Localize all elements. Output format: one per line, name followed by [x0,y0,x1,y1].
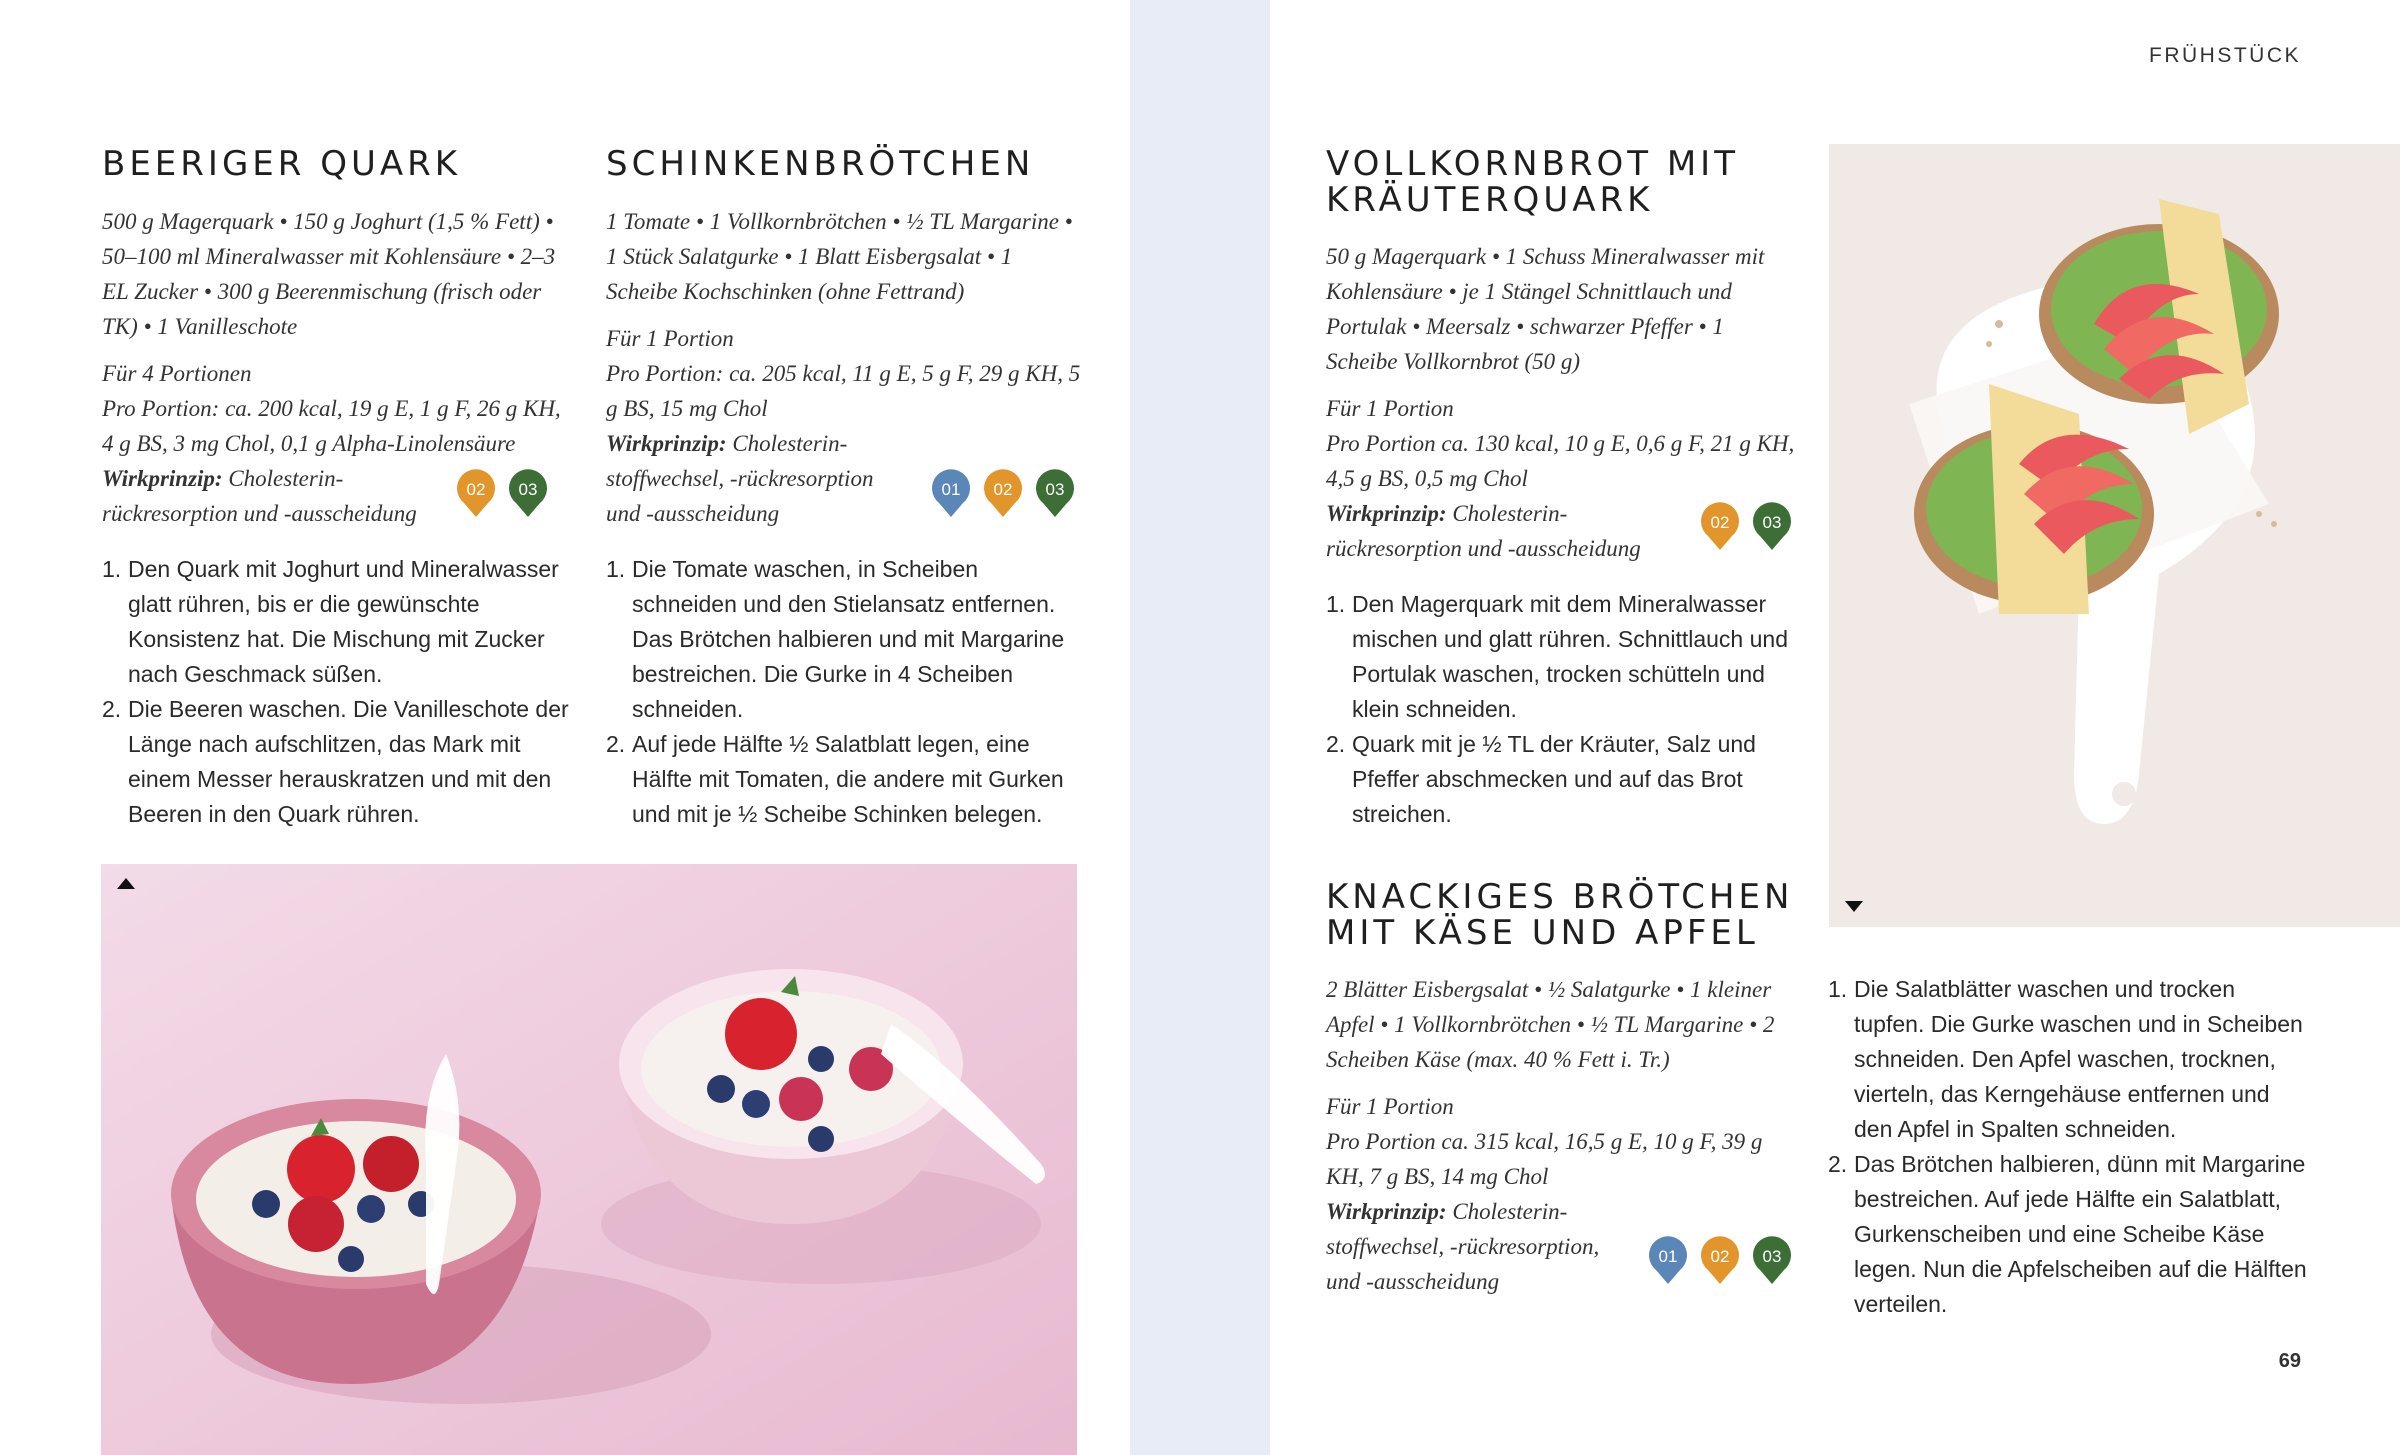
badge-01-icon [1646,1234,1690,1286]
servings: Für 4 Portionen [102,361,252,386]
step-text: Die Beeren waschen. Die Vanilleschote der Länge nach aufschlitzen, das Mark mit einem Messer herauskratzen und mit den Beeren in den Quark rühren. [128,696,569,827]
badge-01-icon [929,467,973,519]
badge-02-icon [981,467,1025,519]
nutrition-info: Pro Portion ca. 315 kcal, 16,5 g E, 10 g F, 39 g KH, 7 g BS, 14 mg Chol [1326,1129,1763,1189]
servings: Für 1 Portion [606,326,734,351]
badge-group-schinkenbroetchen [929,467,1077,519]
triangle-up-icon [117,878,135,889]
step-text: Den Quark mit Joghurt und Mineralwasser glatt rühren, bis er die gewünschte Konsistenz hat. Die Mischung mit Zucker nach Geschmack süßen. [128,556,559,687]
step-item: 1. Die Salatblätter waschen und trocken tupfen. Die Gurke waschen und in Scheiben schneiden. Den Apfel waschen, trocknen, vierteln, das Kerngehäuse entfernen und den Apfel in Spalten schneiden. [1828,976,2303,1142]
badge-label: 03 [1045,480,1065,499]
nutrition-info: Pro Portion: ca. 200 kcal, 19 g E, 1 g F, 26 g KH, 4 g BS, 3 mg Chol, 0,1 g Alpha-Linolensäure [102,396,561,456]
right-page [1270,0,2400,1455]
principle-label: Wirkprinzip: [606,431,727,456]
principle-text: Cholesterinstoffwechsel, -rückresorption und -ausscheidung [606,431,874,526]
badge-label: 02 [466,480,486,499]
principle-label: Wirkprinzip: [1326,501,1447,526]
recipe-title-knackiges-broetchen: KNACKIGES BRÖTCHEN MIT KÄSE UND APFEL [1326,877,1794,953]
ingredients-list: 50 g Magerquark • 1 Schuss Mineralwasser mit Kohlensäure • je 1 Stängel Schnittlauch und Portulak • Meersalz • schwarzer Pfeffer • 1 Scheibe Vollkornbrot (50 g) [1326,244,1765,374]
step-text: Den Magerquark mit dem Mineralwasser mischen und glatt rühren. Schnittlauch und Portulak waschen, trocken schütteln und klein schneiden. [1352,591,1788,722]
triangle-down-icon [1845,901,1863,912]
badge-label: 02 [993,480,1013,499]
recipe-title-beeriger-quark: BEERIGER QUARK [102,144,462,184]
ingredients-list: 2 Blätter Eisbergsalat • ½ Salatgurke • 1 kleiner Apfel • 1 Vollkornbrötchen • ½ TL Margarine • 2 Scheiben Käse (max. 40 % Fett i. Tr.) [1326,977,1775,1072]
running-head: FRÜHSTÜCK [2149,44,2301,67]
badge-03-icon [1750,500,1794,552]
principle [606,426,891,531]
badge-03-icon [1033,467,1077,519]
ingredients-list: 500 g Magerquark • 150 g Joghurt (1,5 % Fett) • 50–100 ml Mineralwasser mit Kohlensäure • 2–3 EL Zucker • 300 g Beerenmischung (frisch oder TK) • 1 Vanilleschote [102,209,556,339]
principle-text: Cholesterinrückresorption und -ausscheidung [102,466,417,526]
steps-vollkornbrot [1326,587,1806,832]
badge-label: 02 [1710,513,1730,532]
step-text: Die Salatblätter waschen und trocken tupfen. Die Gurke waschen und in Scheiben schneiden. Den Apfel waschen, trocknen, vierteln, das Kerngehäuse entfernen und den Apfel in Spalten schneiden. [1854,976,2303,1142]
page-number: 69 [2278,1350,2301,1372]
principle [1326,1194,1611,1299]
principle-label: Wirkprinzip: [1326,1199,1447,1224]
nutrition-info: Pro Portion: ca. 205 kcal, 11 g E, 5 g F, 29 g KH, 5 g BS, 15 mg Chol [606,361,1081,421]
recipe-title-vollkornbrot: VOLLKORNBROT MIT KRÄUTERQUARK [1326,144,1739,220]
principle [102,461,432,531]
badge-label: 01 [941,480,961,499]
steps-knackiges-broetchen [1828,972,2308,1322]
recipe-title-schinkenbroetchen: SCHINKENBRÖTCHEN [606,144,1035,184]
step-item: 2. Das Brötchen halbieren, dünn mit Margarine bestreichen. Auf jede Hälfte ein Salatblatt, Gurkenscheiben und eine Scheibe Käse legen. Nun die Apfelscheiben auf die Hälften verteilen. [1828,1151,2307,1317]
servings: Für 1 Portion [1326,1094,1454,1119]
badge-02-icon [454,467,498,519]
badge-label: 03 [1762,513,1782,532]
servings: Für 1 Portion [1326,396,1454,421]
step-item: 2. Quark mit je ½ TL der Kräuter, Salz und Pfeffer abschmecken und auf das Brot streichen. [1326,731,1756,827]
badge-label: 02 [1710,1247,1730,1266]
step-text: Das Brötchen halbieren, dünn mit Margarine bestreichen. Auf jede Hälfte ein Salatblatt, Gurkenscheiben und eine Scheibe Käse legen. Nun die Apfelscheiben auf die Hälften verteilen. [1854,1151,2307,1317]
left-page [0,0,1130,1455]
step-item: 2. Die Beeren waschen. Die Vanilleschote der Länge nach aufschlitzen, das Mark mit einem Messer herauskratzen und mit den Beeren in den Quark rühren. [102,696,569,827]
badge-group-beeriger-quark [454,467,550,519]
step-text: Die Tomate waschen, in Scheiben schneiden und den Stielansatz entfernen. Das Brötchen halbieren und mit Margarine bestreichen. Die Gurke in 4 Scheiben schneiden. [632,556,1065,722]
badge-label: 03 [518,480,538,499]
step-item: 1. Den Magerquark mit dem Mineralwasser mischen und glatt rühren. Schnittlauch und Portulak waschen, trocken schütteln und klein schneiden. [1326,591,1788,722]
badge-label: 01 [1658,1247,1678,1266]
nutrition-info: Pro Portion ca. 130 kcal, 10 g E, 0,6 g F, 21 g KH, 4,5 g BS, 0,5 mg Chol [1326,431,1795,491]
principle-text: Cholesterinstoffwechsel, -rückresorption, und -ausscheidung [1326,1199,1600,1294]
badge-group-knackiges-broetchen [1646,1234,1794,1286]
principle-text: Cholesterinrückresorption und -ausscheidung [1326,501,1641,561]
principle-label: Wirkprinzip: [102,466,223,491]
photo-open-sandwiches [1829,144,2400,927]
principle [1326,496,1656,566]
badge-label: 03 [1762,1247,1782,1266]
page-gutter [1130,0,1270,1455]
step-item: 1. Den Quark mit Joghurt und Mineralwasser glatt rühren, bis er die gewünschte Konsistenz hat. Die Mischung mit Zucker nach Geschmack süßen. [102,556,559,687]
badge-03-icon [1750,1234,1794,1286]
badge-02-icon [1698,500,1742,552]
badge-02-icon [1698,1234,1742,1286]
step-item: 2. Auf jede Hälfte ½ Salatblatt legen, eine Hälfte mit Tomaten, die andere mit Gurken und mit je ½ Scheibe Schinken belegen. [606,731,1064,827]
steps-beeriger-quark [102,552,574,832]
badge-group-vollkornbrot [1698,500,1794,552]
step-item: 1. Die Tomate waschen, in Scheiben schneiden und den Stielansatz entfernen. Das Brötchen halbieren und mit Margarine bestreichen. Die Gurke in 4 Scheiben schneiden. [606,556,1065,722]
ingredients-list: 1 Tomate • 1 Vollkornbrötchen • ½ TL Margarine • 1 Stück Salatgurke • 1 Blatt Eisbergsalat • 1 Scheibe Kochschinken (ohne Fettrand) [606,209,1073,304]
step-text: Quark mit je ½ TL der Kräuter, Salz und Pfeffer abschmecken und auf das Brot streichen. [1352,731,1756,827]
photo-quark-bowls [101,864,1077,1455]
badge-03-icon [506,467,550,519]
step-text: Auf jede Hälfte ½ Salatblatt legen, eine Hälfte mit Tomaten, die andere mit Gurken und mit je ½ Scheibe Schinken belegen. [632,731,1064,827]
steps-schinkenbroetchen [606,552,1084,832]
